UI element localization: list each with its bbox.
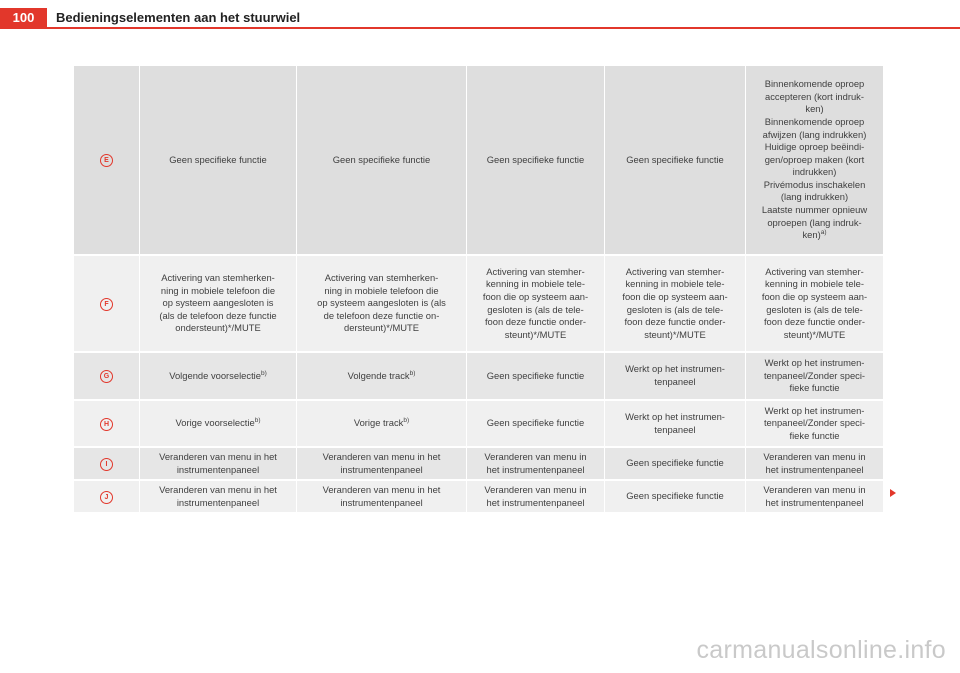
table-cell: Geen specifieke functie	[467, 353, 605, 401]
table-cell: Activering van stemherken- ning in mobiele telefoon die op systeem aangesloten is (als de telefoon deze functie ondersteunt)*/MUTE	[140, 256, 297, 353]
page-number: 100	[0, 8, 47, 28]
table-cell: Veranderen van menu in het instrumentenpaneel	[467, 448, 605, 481]
table-cell: Volgende track$^{b)}$	[297, 353, 467, 401]
key-cell	[74, 353, 140, 401]
footnote-mark: a)	[820, 229, 827, 237]
controls-table	[74, 66, 884, 514]
page-header	[0, 0, 960, 28]
button-e-icon: E	[100, 154, 113, 167]
table-cell: Activering van stemher- kenning in mobiele tele- foon die op systeem aan- gesloten is (als de tele- foon deze functie onder- steunt)*/MUTE	[467, 256, 605, 353]
table-cell: Werkt op het instrumen- tenpaneel	[605, 401, 746, 448]
table-cell: Geen specifieke functie	[140, 66, 297, 256]
button-h-icon: H	[100, 418, 113, 431]
table-row	[74, 448, 884, 481]
table-cell: Werkt op het instrumen- tenpaneel	[605, 353, 746, 401]
table-cell: Volgende voorselectie$^{b)}$	[140, 353, 297, 401]
table-cell: Geen specifieke functie	[605, 481, 746, 514]
table-cell: Veranderen van menu in het instrumentenpaneel	[467, 481, 605, 514]
key-cell	[74, 448, 140, 481]
button-j-icon: J	[100, 491, 113, 504]
table-cell: Veranderen van menu in het instrumentenpaneel	[746, 481, 884, 514]
table-cell: Activering van stemher- kenning in mobiele tele- foon die op systeem aan- gesloten is (als de tele- foon deze functie onder- steunt)*/MUTE	[746, 256, 884, 353]
button-f-icon: F	[100, 298, 113, 311]
button-g-icon: G	[100, 370, 113, 383]
key-cell	[74, 401, 140, 448]
table-cell: Veranderen van menu in het instrumentenpaneel	[746, 448, 884, 481]
triangle-right-icon	[890, 489, 896, 497]
table-row	[74, 353, 884, 401]
table-cell: Geen specifieke functie	[467, 401, 605, 448]
table-cell: Werkt op het instrumen- tenpaneel/Zonder speci- fieke functie	[746, 353, 884, 401]
footnote-mark: b)	[254, 417, 261, 425]
key-cell	[74, 481, 140, 514]
header-rule	[0, 27, 960, 29]
footnote-mark: b)	[403, 417, 410, 425]
table-cell: Veranderen van menu in het instrumentenpaneel	[297, 481, 467, 514]
table-row	[74, 256, 884, 353]
page-title: Bedieningselementen aan het stuurwiel	[56, 10, 301, 25]
table-cell: Activering van stemher- kenning in mobiele tele- foon die op systeem aan- gesloten is (als de tele- foon deze functie onder- steunt)*/MUTE	[605, 256, 746, 353]
key-cell	[74, 66, 140, 256]
table-row	[74, 401, 884, 448]
table-cell: Veranderen van menu in het instrumentenpaneel	[140, 481, 297, 514]
button-i-icon: I	[100, 458, 113, 471]
table-cell: Geen specifieke functie	[297, 66, 467, 256]
table-cell: Geen specifieke functie	[467, 66, 605, 256]
table-cell: Vorige track$^{b)}$	[297, 401, 467, 448]
table-cell: Geen specifieke functie	[605, 448, 746, 481]
table-cell: Veranderen van menu in het instrumentenpaneel	[297, 448, 467, 481]
table-cell: Geen specifieke functie	[605, 66, 746, 256]
table-cell: Activering van stemherken- ning in mobiele telefoon die op systeem aangesloten is (als de telefoon deze functie on- dersteunt)*/MUTE	[297, 256, 467, 353]
table-row	[74, 481, 884, 514]
footnote-mark: b)	[409, 369, 416, 377]
table-cell: Vorige voorselectie$^{b)}$	[140, 401, 297, 448]
table-cell: Werkt op het instrumen- tenpaneel/Zonder speci- fieke functie	[746, 401, 884, 448]
table-row	[74, 66, 884, 256]
key-cell	[74, 256, 140, 353]
table-cell: Veranderen van menu in het instrumentenpaneel	[140, 448, 297, 481]
footnote-mark: b)	[260, 369, 267, 377]
watermark: carmanualsonline.info	[696, 636, 946, 664]
table-cell: Binnenkomende oproep accepteren (kort indruk- ken) Binnenkomende oproep afwijzen (lang indrukken) Huidige oproep beëindi- gen/oproep maken (kort indrukken) Privémodus inschakelen (lang indrukken) Laatste nummer opnieuw oproepen (lang indruk- ken)$^{a)}$	[746, 66, 884, 256]
